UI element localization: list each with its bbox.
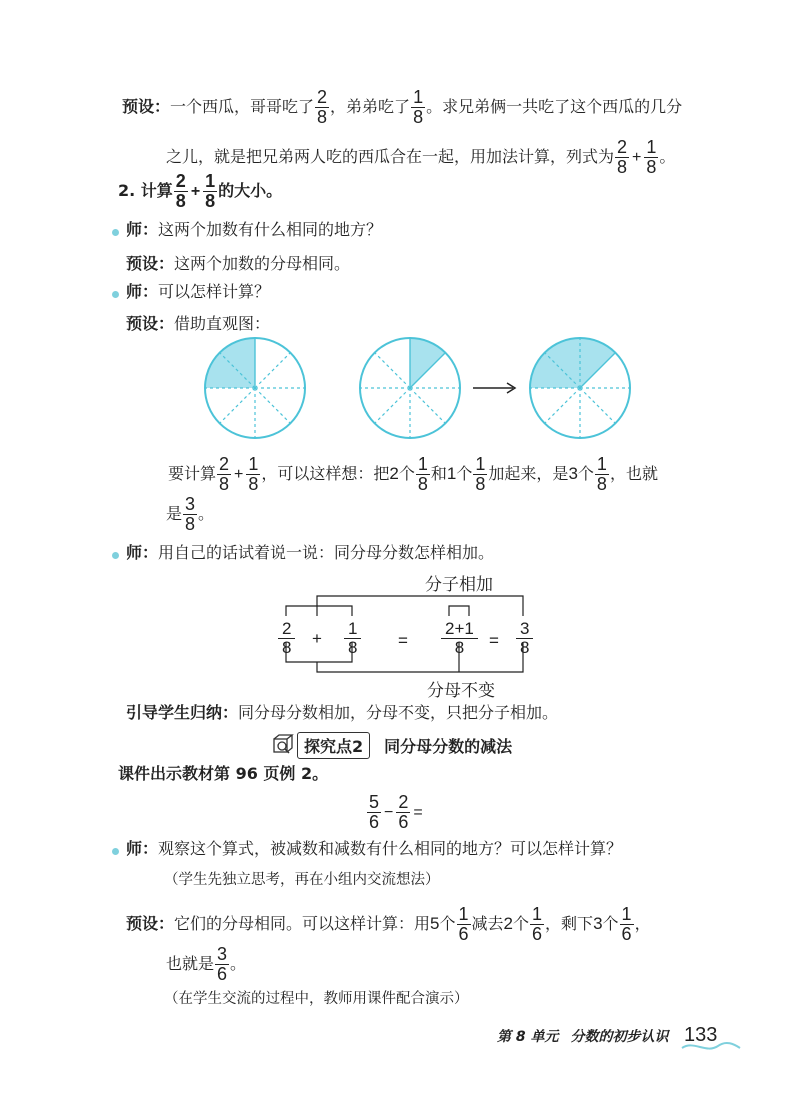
- count: 5: [430, 913, 440, 933]
- text: 一个西瓜，哥哥吃了: [170, 96, 315, 116]
- preset-label: 预设：: [126, 314, 175, 333]
- fraction-1-6: $\frac{1}{6}$: [532, 904, 543, 944]
- numerator-add-label: 分子相加: [425, 575, 493, 594]
- count: 2: [503, 913, 514, 933]
- section-heading: [272, 734, 512, 756]
- bullet-icon: [112, 229, 119, 236]
- fraction-2-8: $\frac{2}{8}$: [175, 171, 186, 211]
- text: 它们的分母相同。可以这样计算：用: [174, 913, 431, 933]
- preset-answer-4: [126, 905, 651, 944]
- fraction-1-8: $\frac{1}{8}$: [646, 137, 657, 177]
- fraction-1-8: $\frac{1}{8}$: [475, 454, 486, 494]
- text: 个: [513, 913, 530, 933]
- text: 要计算: [168, 463, 217, 483]
- count: 3: [568, 463, 578, 483]
- preset-answer-4-line-2: [166, 945, 246, 984]
- fraction-2-8: $\frac{2}{8}$: [617, 137, 628, 177]
- circle-one-eighth: [360, 338, 460, 438]
- footer-title: 分数的初步认识: [570, 1029, 669, 1045]
- fraction-5-6: $\frac{5}{6}$: [369, 792, 380, 832]
- text: 个: [602, 913, 619, 933]
- text: 个: [398, 463, 415, 483]
- subtraction-equation: [366, 793, 425, 832]
- teacher-question-4: [126, 841, 622, 857]
- count: 1: [446, 463, 457, 483]
- text: 是: [166, 503, 183, 523]
- teacher-question-2: [126, 284, 270, 300]
- fraction-2-8: $\frac{2}{8}$: [219, 454, 230, 494]
- text: 观察这个算式，被减数和减数有什么相同的地方？可以怎样计算？: [158, 839, 623, 858]
- fraction-1-8: $\frac{1}{8}$: [417, 454, 428, 494]
- text: 2. 计算: [118, 180, 173, 200]
- fraction-3-6: $\frac{3}{6}$: [217, 944, 228, 984]
- teacher-label: 师：: [126, 220, 159, 239]
- preset-label: 预设：: [122, 96, 171, 116]
- text: 。: [198, 503, 215, 523]
- circle-two-eighths: [205, 338, 305, 438]
- text: 也就是: [166, 953, 215, 973]
- footer-unit: 第 8 单元: [497, 1029, 559, 1045]
- text: ，也就: [609, 463, 658, 483]
- equals-sign: =: [413, 803, 423, 821]
- text: ，弟弟吃了: [330, 96, 411, 116]
- text: ，剩下: [545, 913, 594, 933]
- fraction-1-8: $\frac{1}{8}$: [248, 454, 259, 494]
- note-line-2: （在学生交流的过程中，教师用课件配合演示）: [164, 991, 469, 1007]
- text: 。: [659, 146, 676, 166]
- denominator-same-label: 分母不变: [427, 681, 495, 700]
- bullet-icon: [112, 291, 119, 298]
- fraction-3-8: 3 8: [516, 620, 533, 657]
- section-badge: 探究点2: [297, 732, 370, 759]
- text: 加起来，是: [488, 463, 569, 483]
- plus-sign: +: [190, 182, 201, 200]
- teacher-label: 师：: [126, 839, 159, 858]
- text: 这两个加数有什么相同的地方？: [158, 220, 383, 239]
- preset-line-2: [166, 138, 675, 177]
- fraction-3-8: $\frac{3}{8}$: [185, 494, 196, 534]
- fraction-circles-diagram: [195, 335, 645, 445]
- text: 和: [430, 463, 447, 483]
- preset-line-1: [122, 88, 682, 127]
- text: 个: [577, 463, 594, 483]
- explanation-line-1: [168, 455, 658, 494]
- preset-label: 预设：: [126, 254, 175, 273]
- fraction-1-6: $\frac{1}{6}$: [458, 904, 469, 944]
- equals-sign: =: [489, 631, 499, 650]
- summary-label: 引导学生归纳：: [126, 703, 239, 722]
- text: ，: [634, 913, 651, 933]
- text: 可以怎样计算？: [158, 282, 271, 301]
- plus-sign: +: [632, 148, 642, 166]
- note-line-1: （学生先独立思考，再在小组内交流想法）: [164, 872, 440, 888]
- text: 这两个加数的分母相同。: [174, 254, 351, 273]
- text: 减去: [471, 913, 504, 933]
- text: 同分母分数相加，分母不变，只把分子相加。: [238, 703, 559, 722]
- page-number: 133: [684, 1024, 718, 1046]
- text: 借助直观图：: [174, 314, 271, 333]
- arrow-icon: [473, 383, 515, 393]
- fraction-2-8: 2 8: [278, 620, 295, 657]
- fraction-sum: 2+1 8: [441, 620, 478, 657]
- plus-sign: +: [234, 465, 244, 483]
- preset-label: 预设：: [126, 913, 175, 933]
- teacher-question-1: [126, 222, 382, 238]
- text: 的大小。: [218, 180, 283, 200]
- count: 3: [593, 913, 603, 933]
- equals-sign: =: [398, 631, 408, 650]
- summary-line: [126, 705, 558, 721]
- fraction-1-8: 1 8: [344, 620, 361, 657]
- courseware-line: 课件出示教材第 96 页例 2。: [118, 764, 329, 783]
- fraction-1-8: $\frac{1}{8}$: [413, 87, 424, 127]
- cube-search-icon: [272, 734, 294, 756]
- explanation-line-2: [166, 495, 214, 534]
- preset-answer-1: [126, 256, 350, 272]
- text: 个: [439, 913, 456, 933]
- text: 。求兄弟俩一共吃了这个西瓜的几分: [426, 96, 683, 116]
- text: 用自己的话试着说一说：同分母分数怎样相加。: [158, 543, 495, 562]
- bullet-icon: [112, 552, 119, 559]
- teacher-question-3: [126, 545, 494, 561]
- circle-three-eighths: [530, 338, 630, 438]
- fraction-1-6: $\frac{1}{6}$: [621, 904, 632, 944]
- fraction-2-8: $\frac{2}{8}$: [317, 87, 328, 127]
- text: 之儿，就是把兄弟两人吃的西瓜合在一起，用加法计算，列式为: [166, 146, 615, 166]
- plus-sign: +: [312, 629, 322, 648]
- teacher-label: 师：: [126, 543, 159, 562]
- text: 。: [230, 953, 247, 973]
- count: 2: [389, 463, 399, 483]
- fraction-2-6: $\frac{2}{6}$: [398, 792, 409, 832]
- text: ，可以这样想：把: [261, 463, 390, 483]
- section-2-heading: [118, 172, 282, 211]
- minus-sign: −: [384, 803, 394, 821]
- bullet-icon: [112, 848, 119, 855]
- preset-answer-2: [126, 316, 270, 332]
- fraction-1-8: $\frac{1}{8}$: [205, 171, 216, 211]
- footer-text: [497, 1030, 669, 1044]
- text: 个: [456, 463, 473, 483]
- teacher-label: 师：: [126, 282, 159, 301]
- section-title: 同分母分数的减法: [384, 736, 513, 756]
- fraction-1-8: $\frac{1}{8}$: [596, 454, 607, 494]
